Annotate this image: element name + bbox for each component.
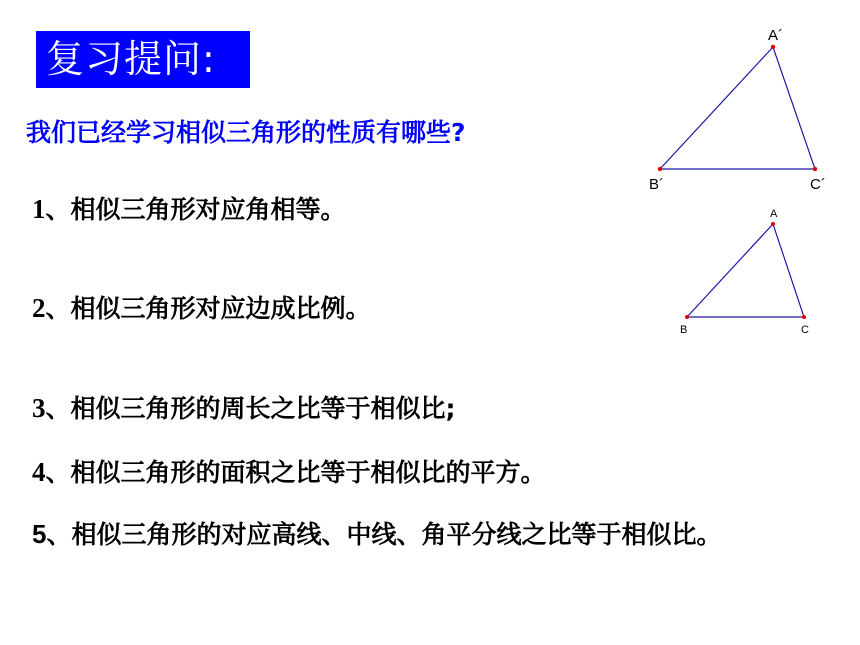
vertex-a-prime-label: A´	[768, 27, 783, 44]
vertex-c-prime-point	[813, 167, 817, 171]
vertex-b-prime-point	[658, 167, 662, 171]
item-text: 、相似三角形的周长之比等于相似比;	[45, 394, 456, 423]
review-question: 我们已经学习相似三角形的性质有哪些?	[26, 118, 466, 147]
vertex-a-point	[771, 222, 775, 226]
vertex-b-label: B	[680, 324, 688, 336]
item-text: 、相似三角形对应角相等。	[45, 195, 346, 224]
item-text: 、相似三角形对应边成比例。	[45, 294, 371, 323]
item-number: 1	[32, 194, 46, 224]
item-number: 2	[32, 293, 46, 323]
vertex-b-prime-label: B´	[649, 176, 664, 193]
item-number: 4	[32, 457, 46, 487]
vertex-a-label: A	[770, 208, 778, 220]
vertex-c-prime-label: C´	[810, 176, 826, 193]
item-number: 5	[32, 519, 47, 549]
vertex-b-point	[685, 315, 689, 319]
item-text: 、相似三角形的面积之比等于相似比的平方。	[45, 458, 546, 487]
slide-title: 复习提问:	[36, 31, 250, 88]
item-number: 3	[32, 393, 46, 423]
vertex-a-prime-point	[771, 45, 775, 49]
small-triangle	[687, 224, 804, 317]
vertex-c-point	[802, 315, 806, 319]
item-text: 、相似三角形的对应高线、中线、角平分线之比等于相似比。	[46, 520, 722, 549]
vertex-c-label: C	[801, 324, 809, 336]
large-triangle	[660, 47, 815, 169]
